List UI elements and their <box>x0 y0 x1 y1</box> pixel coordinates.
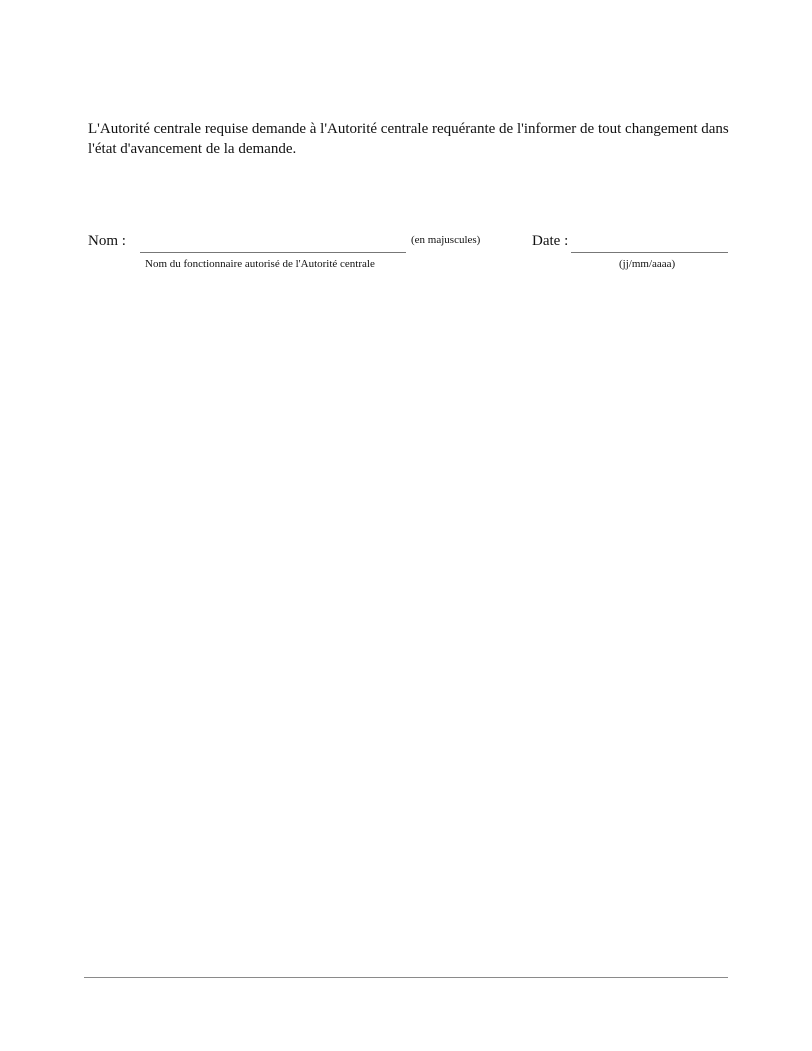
footer-divider <box>84 977 728 978</box>
name-label: Nom : <box>88 233 126 249</box>
date-signature-line <box>571 252 728 253</box>
name-signature-line <box>140 252 406 253</box>
date-label: Date : <box>532 233 569 249</box>
date-format-note: (jj/mm/aaaa) <box>619 258 676 270</box>
uppercase-note: (en majuscules) <box>411 234 481 246</box>
name-caption: Nom du fonctionnaire autorisé de l'Autorité centrale <box>145 258 375 270</box>
intro-paragraph: L'Autorité centrale requise demande à l'Autorité centrale requérante de l'informer de tout changement dans l'état d'avancement de la demande. <box>88 121 729 157</box>
